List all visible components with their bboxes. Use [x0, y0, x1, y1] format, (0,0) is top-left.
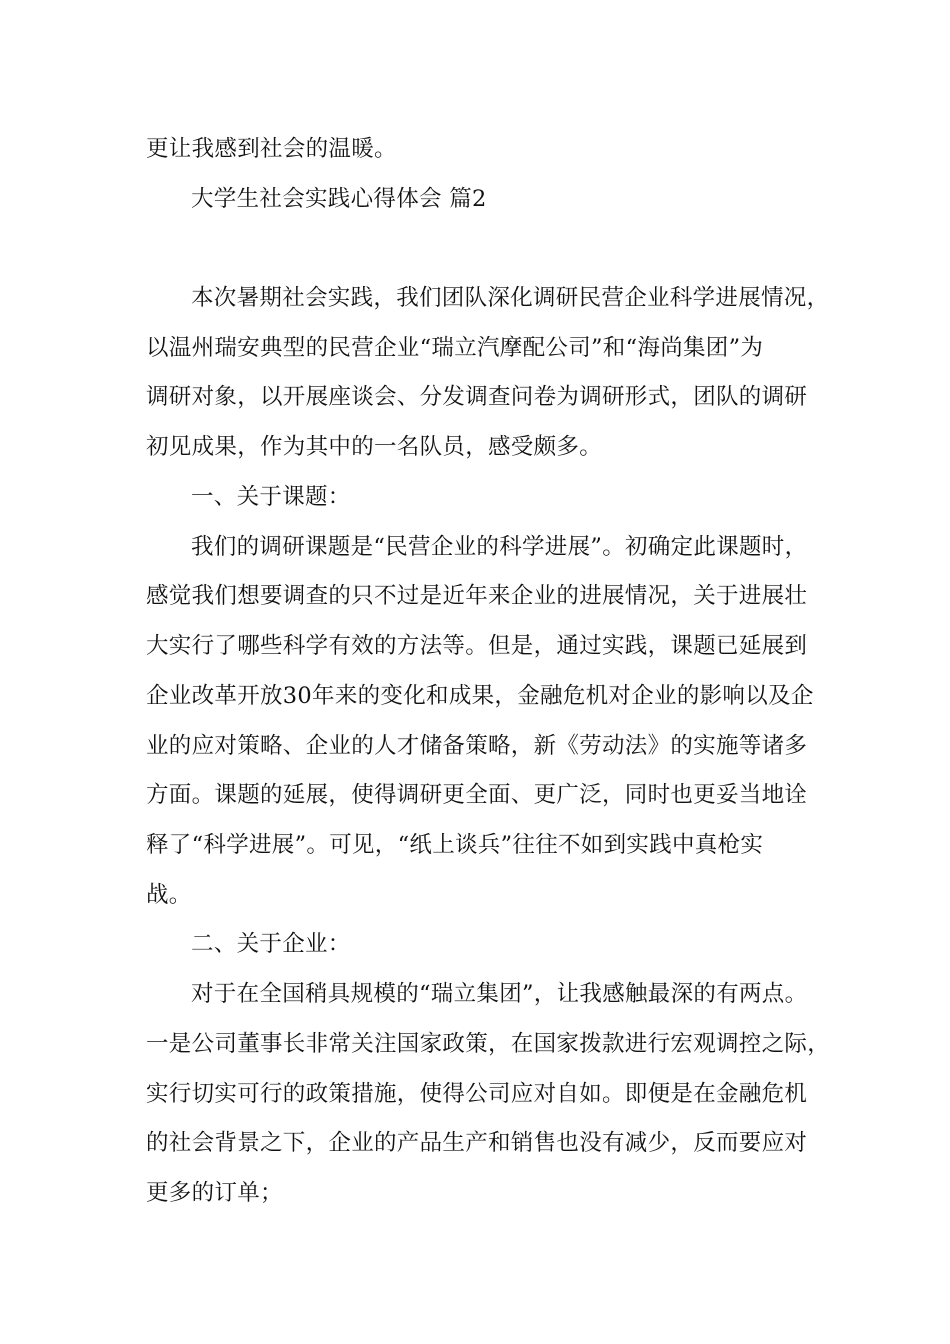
text-line: 更让我感到社会的温暖。 [146, 136, 397, 162]
text-line: 更多的订单； [146, 1180, 283, 1206]
section-heading: 二、关于企业： [191, 931, 351, 957]
text-line: 战。 [146, 882, 192, 908]
text-line: 一是公司董事长非常关注国家政策，在国家拨款进行宏观调控之际， [146, 1031, 831, 1057]
text-line: 对于在全国稍具规模的“瑞立集团”，让我感触最深的有两点。 [191, 981, 808, 1007]
text-line: 方面。课题的延展，使得调研更全面、更广泛，同时也更妥当地诠 [146, 782, 808, 808]
section-heading: 一、关于课题： [191, 484, 351, 510]
text-line: 初见成果，作为其中的一名队员，感受颇多。 [146, 434, 603, 460]
text-line: 调研对象，以开展座谈会、分发调查问卷为调研形式，团队的调研 [146, 384, 808, 410]
text-line: 我们的调研课题是“民营企业的科学进展”。初确定此课题时， [191, 534, 808, 560]
section-title: 大学生社会实践心得体会 篇2 [191, 186, 487, 212]
text-line: 感觉我们想要调查的只不过是近年来企业的进展情况，关于进展壮 [146, 583, 808, 609]
text-line: 企业改革开放30年来的变化和成果，金融危机对企业的影响以及企 [146, 683, 814, 709]
text-line: 业的应对策略、企业的人才储备策略，新《劳动法》的实施等诸多 [146, 733, 808, 759]
text-line: 释了“科学进展”。可见，“纸上谈兵”往往不如到实践中真枪实 [146, 832, 764, 858]
text-line: 实行切实可行的政策措施，使得公司应对自如。即便是在金融危机 [146, 1081, 808, 1107]
text-line: 本次暑期社会实践，我们团队深化调研民营企业科学进展情况， [191, 285, 830, 311]
text-line: 的社会背景之下，企业的产品生产和销售也没有减少，反而要应对 [146, 1130, 808, 1156]
text-line: 以温州瑞安典型的民营企业“瑞立汽摩配公司”和“海尚集团”为 [146, 335, 764, 361]
text-line: 大实行了哪些科学有效的方法等。但是，通过实践，课题已延展到 [146, 633, 808, 659]
